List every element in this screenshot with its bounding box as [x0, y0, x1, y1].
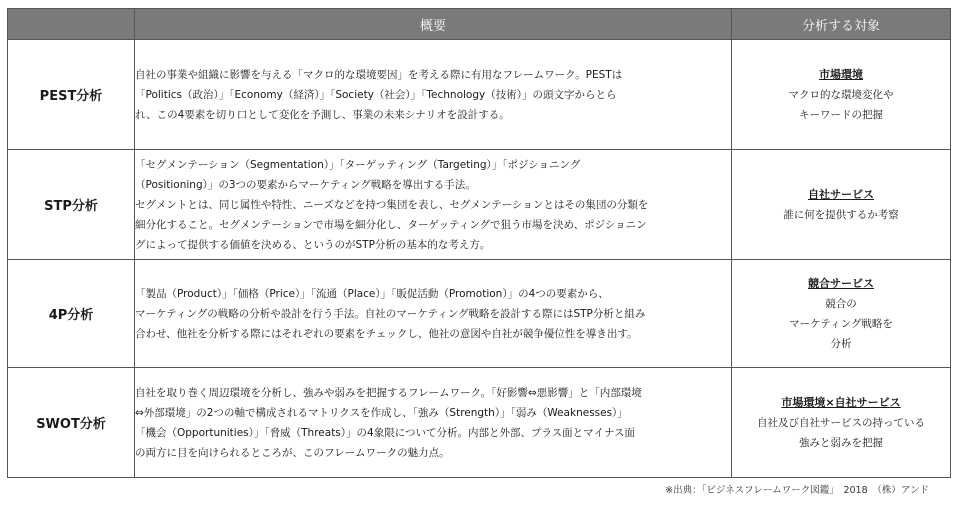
target-heading: 市場環境×自社サービス: [781, 395, 901, 409]
description-line: グによって提供する価値を決める、というのがSTP分析の基本的な考え方。: [135, 238, 491, 251]
analysis-target: [732, 260, 951, 368]
header-overview: 概要: [135, 9, 732, 40]
description-line: ⇔外部環境」の2つの軸で構成されるマトリクスを作成し、「強み（Strength）」「弱み（Weaknesses）」: [135, 406, 628, 419]
source-citation: ※出典：「ビジネスフレームワーク図鑑」 2018 （株）アンド: [665, 485, 929, 496]
framework-comparison-table: [7, 8, 951, 478]
framework-name: SWOT分析: [8, 368, 135, 478]
target-detail: 自社及び自社サービスの持っている: [757, 416, 925, 429]
description-line: マーケティングの戦略の分析や設計を行う手法。自社のマーケティング戦略を設計する際にはSTP分析と組み: [135, 307, 646, 320]
target-detail: 強みと弱みを把握: [799, 436, 883, 449]
analysis-target: [732, 368, 951, 478]
framework-description: [135, 260, 732, 368]
description-line: セグメントとは、同じ属性や特性、ニーズなどを持つ集団を表し、セグメンテーションとはその集団の分類を: [135, 198, 649, 211]
target-detail: 競合の: [825, 297, 857, 310]
header-blank-cell: [8, 9, 135, 40]
analysis-target: [732, 40, 951, 150]
target-detail: 分析: [830, 337, 852, 350]
table-row-swot: [8, 368, 951, 478]
target-heading: 自社サービス: [808, 187, 874, 201]
description-line: （Positioning）」の3つの要素からマーケティング戦略を導出する手法。: [135, 178, 476, 191]
table-row-4p: [8, 260, 951, 368]
description-line: 「機会（Opportunities）」「脅威（Threats）」の4象限について分析。内部と外部、プラス面とマイナス面: [135, 426, 636, 439]
framework-description: [135, 368, 732, 478]
description-line: 「Politics（政治）」「Economy（経済）」「Society（社会）」「Technology（技術）」の頭文字からとら: [135, 88, 617, 101]
table-row-pest: [8, 40, 951, 150]
framework-name: 4P分析: [8, 260, 135, 368]
header-target: 分析する対象: [732, 9, 951, 40]
description-line: 「製品（Product）」「価格（Price）」「流通（Place）」「販促活動（Promotion）」の4つの要素から、: [135, 287, 609, 300]
target-detail: キーワードの把握: [799, 108, 883, 121]
description-line: れ、この4要素を切り口として変化を予測し、事業の未来シナリオを設計する。: [135, 108, 510, 121]
framework-name: PEST分析: [8, 40, 135, 150]
table-header-row: [8, 9, 951, 40]
table-row-stp: [8, 150, 951, 260]
framework-table-container: [7, 8, 950, 478]
description-line: 自社の事業や組織に影響を与える「マクロ的な環境要因」を考える際に有用なフレームワーク。PESTは: [135, 68, 623, 81]
description-line: の両方に目を向けられるところが、このフレームワークの魅力点。: [135, 446, 450, 459]
description-line: 「セグメンテーション（Segmentation）」「ターゲッティング（Targeting）」「ポジショニング: [135, 158, 581, 171]
description-line: 自社を取り巻く周辺環境を分析し、強みや弱みを把握するフレームワーク。「好影響⇔悪影響」と「内部環境: [135, 386, 642, 399]
target-heading: 市場環境: [819, 67, 863, 81]
framework-name: STP分析: [8, 150, 135, 260]
framework-description: [135, 40, 732, 150]
target-detail: マクロ的な環境変化や: [788, 88, 894, 101]
framework-description: [135, 150, 732, 260]
description-line: 細分化すること。セグメンテーションで市場を細分化し、ターゲッティングで狙う市場を決め、ポジショニン: [135, 218, 647, 231]
target-detail: マーケティング戦略を: [789, 317, 893, 330]
description-line: 合わせ、他社を分析する際にはそれぞれの要素をチェックし、他社の意図や自社が競争優位性を導き出す。: [135, 327, 638, 340]
target-heading: 競合サービス: [808, 276, 874, 290]
target-detail: 誰に何を提供するか考察: [783, 208, 899, 221]
analysis-target: [732, 150, 951, 260]
